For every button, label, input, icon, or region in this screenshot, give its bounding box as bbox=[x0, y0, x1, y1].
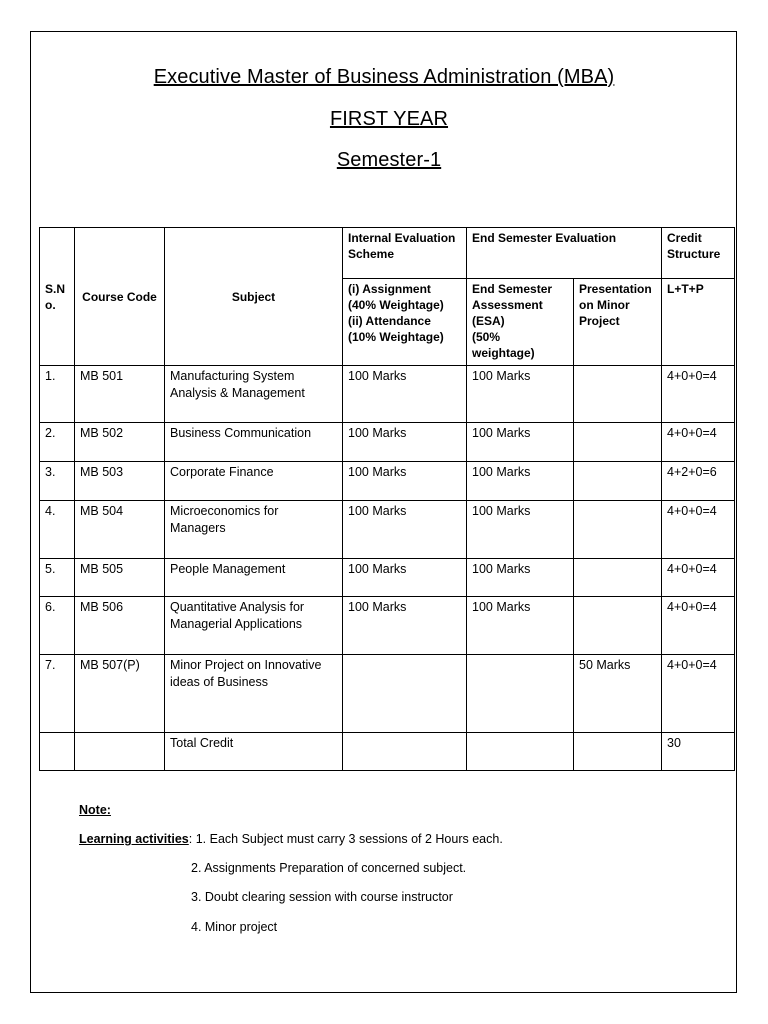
row-internal-marks: 100 Marks bbox=[343, 501, 467, 559]
row-subject: Minor Project on Innovative ideas of Business bbox=[165, 655, 343, 733]
row-presentation-marks bbox=[574, 423, 662, 462]
row-credit: 4+0+0=4 bbox=[662, 559, 735, 597]
header-internal-detail bbox=[343, 279, 467, 366]
semester-heading: Semester-1 bbox=[336, 149, 442, 171]
colon-separator: : bbox=[188, 832, 196, 846]
row-esa-marks bbox=[467, 655, 574, 733]
row-course-code: MB 501 bbox=[75, 366, 165, 423]
total-credit-label: Total Credit bbox=[165, 733, 343, 771]
row-internal-marks: 100 Marks bbox=[343, 597, 467, 655]
table-row bbox=[40, 501, 735, 559]
internal-detail-line: (ii) Attendance bbox=[348, 314, 431, 328]
row-esa-marks: 100 Marks bbox=[467, 597, 574, 655]
row-course-code: MB 503 bbox=[75, 462, 165, 501]
esa-detail-line: (50% bbox=[472, 330, 501, 344]
table-row bbox=[40, 655, 735, 733]
row-presentation-marks bbox=[574, 597, 662, 655]
esa-detail-line: Assessment bbox=[472, 298, 543, 312]
document-title: Executive Master of Business Administration (MBA) bbox=[153, 66, 615, 88]
table-row bbox=[40, 366, 735, 423]
row-course-code: MB 507(P) bbox=[75, 655, 165, 733]
row-internal-marks: 100 Marks bbox=[343, 559, 467, 597]
row-sno: 6. bbox=[40, 597, 75, 655]
total-empty-cell bbox=[574, 733, 662, 771]
presentation-line: on Minor bbox=[579, 298, 630, 312]
row-presentation-marks bbox=[574, 559, 662, 597]
row-internal-marks: 100 Marks bbox=[343, 462, 467, 501]
row-subject: People Management bbox=[165, 559, 343, 597]
presentation-line: Project bbox=[579, 314, 620, 328]
header-presentation bbox=[574, 279, 662, 366]
header-esa-detail bbox=[467, 279, 574, 366]
row-sno: 4. bbox=[40, 501, 75, 559]
activity-item: 3. Doubt clearing session with course instructor bbox=[191, 890, 453, 904]
esa-detail-line: (ESA) bbox=[472, 314, 505, 328]
esa-detail-line: weightage) bbox=[472, 346, 535, 360]
activity-item: 2. Assignments Preparation of concerned subject. bbox=[191, 861, 467, 875]
total-empty-cell bbox=[343, 733, 467, 771]
row-internal-marks: 100 Marks bbox=[343, 423, 467, 462]
activity-item: 4. Minor project bbox=[191, 920, 278, 934]
row-subject: Business Communication bbox=[165, 423, 343, 462]
course-table bbox=[39, 227, 735, 771]
row-esa-marks: 100 Marks bbox=[467, 501, 574, 559]
table-row bbox=[40, 597, 735, 655]
row-presentation-marks bbox=[574, 462, 662, 501]
presentation-line: Presentation bbox=[579, 282, 652, 296]
row-course-code: MB 505 bbox=[75, 559, 165, 597]
table-row bbox=[40, 423, 735, 462]
row-presentation-marks bbox=[574, 366, 662, 423]
row-credit: 4+0+0=4 bbox=[662, 597, 735, 655]
row-course-code: MB 502 bbox=[75, 423, 165, 462]
row-subject: Microeconomics for Managers bbox=[165, 501, 343, 559]
row-esa-marks: 100 Marks bbox=[467, 462, 574, 501]
note-label: Note: bbox=[79, 803, 111, 817]
header-end-semester-evaluation: End Semester Evaluation bbox=[467, 228, 662, 279]
row-sno: 2. bbox=[40, 423, 75, 462]
row-sno: 1. bbox=[40, 366, 75, 423]
esa-detail-line: End Semester bbox=[472, 282, 553, 296]
row-internal-marks bbox=[343, 655, 467, 733]
row-credit: 4+2+0=6 bbox=[662, 462, 735, 501]
year-heading: FIRST YEAR bbox=[329, 108, 449, 130]
row-credit: 4+0+0=4 bbox=[662, 655, 735, 733]
total-empty-cell bbox=[75, 733, 165, 771]
total-credit-value: 30 bbox=[662, 733, 735, 771]
header-internal-evaluation: Internal Evaluation Scheme bbox=[343, 228, 467, 279]
row-sno: 7. bbox=[40, 655, 75, 733]
total-empty-cell bbox=[40, 733, 75, 771]
row-esa-marks: 100 Marks bbox=[467, 366, 574, 423]
row-course-code: MB 506 bbox=[75, 597, 165, 655]
row-internal-marks: 100 Marks bbox=[343, 366, 467, 423]
row-subject: Quantitative Analysis for Managerial Applications bbox=[165, 597, 343, 655]
header-sno: S.N o. bbox=[40, 228, 75, 366]
learning-activities-line bbox=[79, 832, 503, 846]
row-course-code: MB 504 bbox=[75, 501, 165, 559]
internal-detail-line: (i) Assignment bbox=[348, 282, 431, 296]
header-ltp: L+T+P bbox=[662, 279, 735, 366]
total-empty-cell bbox=[467, 733, 574, 771]
row-esa-marks: 100 Marks bbox=[467, 423, 574, 462]
table-row bbox=[40, 559, 735, 597]
row-credit: 4+0+0=4 bbox=[662, 366, 735, 423]
learning-activities-label: Learning activities bbox=[79, 832, 189, 846]
row-credit: 4+0+0=4 bbox=[662, 501, 735, 559]
row-subject: Corporate Finance bbox=[165, 462, 343, 501]
internal-detail-line: (40% Weightage) bbox=[348, 298, 444, 312]
header-credit-structure: Credit Structure bbox=[662, 228, 735, 279]
header-course-code: Course Code bbox=[75, 228, 165, 366]
internal-detail-line: (10% Weightage) bbox=[348, 330, 444, 344]
table-row bbox=[40, 462, 735, 501]
activity-item: 1. Each Subject must carry 3 sessions of 2 Hours each. bbox=[195, 832, 503, 846]
row-presentation-marks: 50 Marks bbox=[574, 655, 662, 733]
row-credit: 4+0+0=4 bbox=[662, 423, 735, 462]
row-sno: 3. bbox=[40, 462, 75, 501]
total-row bbox=[40, 733, 735, 771]
row-presentation-marks bbox=[574, 501, 662, 559]
row-subject: Manufacturing System Analysis & Management bbox=[165, 366, 343, 423]
row-esa-marks: 100 Marks bbox=[467, 559, 574, 597]
row-sno: 5. bbox=[40, 559, 75, 597]
header-subject: Subject bbox=[165, 228, 343, 366]
